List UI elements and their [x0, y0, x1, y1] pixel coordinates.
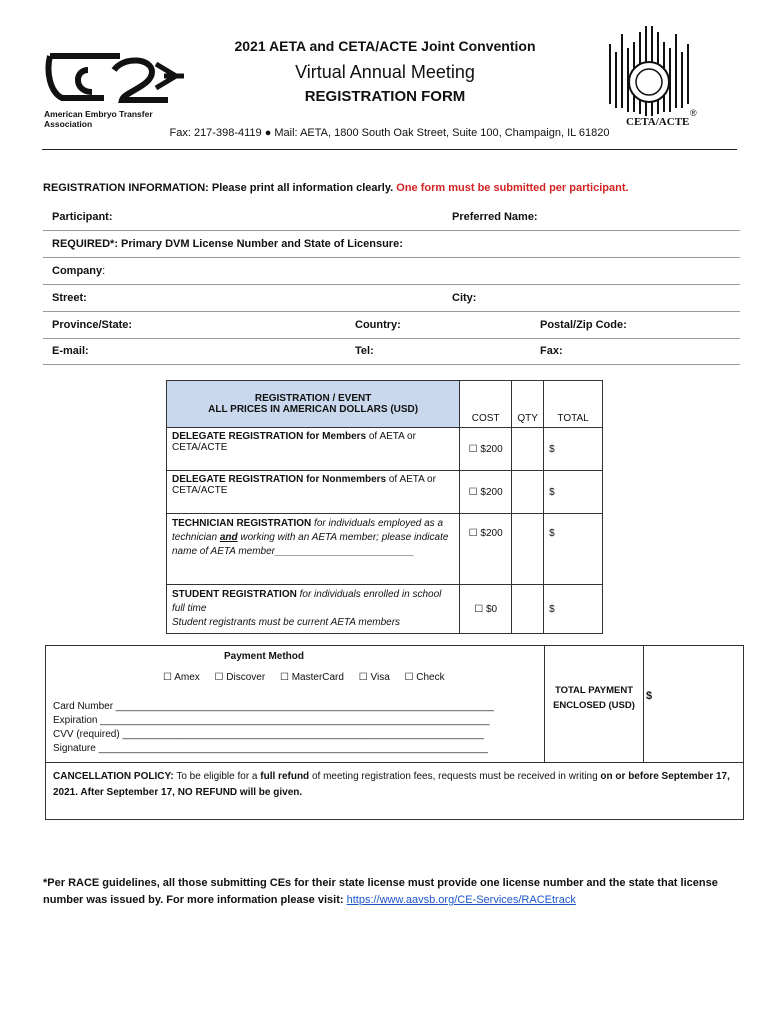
- expiration-field[interactable]: Expiration ______________________________________________________________________: [53, 715, 490, 726]
- total-payment-field[interactable]: $: [646, 690, 653, 702]
- table-row: [167, 585, 603, 634]
- event-desc: of AETA or CETA/ACTE: [172, 474, 436, 496]
- cost-checkbox[interactable]: ☐ $200: [460, 471, 512, 514]
- cancellation-policy: [53, 769, 733, 801]
- qty-header: QTY: [512, 381, 544, 428]
- country-label[interactable]: Country:: [355, 319, 401, 331]
- event-cell: [167, 471, 460, 514]
- payment-method-title: Payment Method: [224, 651, 305, 662]
- event-name: STUDENT REGISTRATION: [172, 589, 297, 600]
- field-divider: [43, 311, 740, 312]
- form-title: REGISTRATION FORM: [304, 88, 466, 105]
- event-cell: [167, 428, 460, 471]
- total-cell[interactable]: $: [544, 428, 603, 471]
- mastercard-checkbox[interactable]: ☐ MasterCard: [279, 672, 344, 683]
- qty-cell[interactable]: [512, 514, 544, 585]
- postal-label[interactable]: Postal/Zip Code:: [540, 319, 627, 331]
- cost-checkbox[interactable]: ☐ $0: [460, 585, 512, 634]
- company-text: Company: [52, 265, 103, 277]
- event-desc: for individuals enrolled in school full time: [172, 589, 442, 614]
- aeta-logo-mark: [44, 52, 190, 104]
- signature-field[interactable]: Signature ______________________________________________________________________: [53, 743, 488, 754]
- field-divider: [43, 338, 740, 339]
- qty-cell[interactable]: [512, 428, 544, 471]
- aeta-logo: [44, 52, 190, 129]
- race-note: [43, 875, 733, 909]
- event-header-line2: ALL PRICES IN AMERICAN DOLLARS (USD): [208, 404, 419, 415]
- cost-checkbox[interactable]: ☐ $200: [460, 428, 512, 471]
- company-label[interactable]: [52, 265, 105, 277]
- event-name: TECHNICIAN REGISTRATION: [172, 518, 312, 529]
- registration-info-label: REGISTRATION INFORMATION: Please print all information clearly.: [43, 182, 394, 194]
- event-desc: of AETA or CETA/ACTE: [172, 431, 416, 453]
- event-header: [167, 381, 460, 428]
- maple-leaf-icon: [598, 24, 698, 116]
- racetrack-link[interactable]: https://www.aavsb.org/CE-Services/RACEtrack: [346, 894, 576, 906]
- table-row: [167, 471, 603, 514]
- ceta-logo: [598, 24, 702, 130]
- payment-box: [45, 645, 744, 820]
- cancellation-label: CANCELLATION POLICY:: [53, 771, 174, 782]
- card-number-field[interactable]: Card Number ____________________________________________________________________: [53, 701, 494, 712]
- page-title: Virtual Annual Meeting: [295, 62, 475, 82]
- field-divider: [43, 230, 740, 231]
- qty-cell[interactable]: [512, 471, 544, 514]
- total-cell[interactable]: $: [544, 514, 603, 585]
- event-cell: [167, 514, 460, 585]
- header-divider: [42, 149, 737, 150]
- race-text: *Per RACE guidelines, all those submitting CEs for their state license must provide one license number and the state that license number was issued by. For more information please visit:: [43, 877, 718, 906]
- full-refund-text: full refund: [260, 771, 310, 782]
- table-row: [167, 514, 603, 585]
- payment-bottom-divider: [46, 762, 743, 763]
- event-desc-and: and: [219, 532, 238, 543]
- field-divider: [43, 284, 740, 285]
- total-cell[interactable]: $: [544, 471, 603, 514]
- qty-cell[interactable]: [512, 585, 544, 634]
- event-name: DELEGATE REGISTRATION for Nonmembers: [172, 474, 387, 485]
- registration-info-note: One form must be submitted per participant.: [396, 182, 629, 194]
- visa-checkbox[interactable]: ☐ Visa: [358, 672, 390, 683]
- email-label[interactable]: E-mail:: [52, 345, 89, 357]
- table-row: [167, 428, 603, 471]
- fax-mail-line: Fax: 217-398-4119 ● Mail: AETA, 1800 South Oak Street, Suite 100, Champaign, IL 61820: [169, 127, 610, 139]
- field-divider: [43, 257, 740, 258]
- total-payment-label: [545, 683, 643, 713]
- fax-label[interactable]: Fax:: [540, 345, 563, 357]
- event-desc-cont: working with an AETA member; please indicate name of AETA member_________________________: [172, 532, 449, 557]
- payment-methods: [163, 672, 445, 683]
- city-label[interactable]: City:: [452, 292, 477, 304]
- province-label[interactable]: Province/State:: [52, 319, 133, 331]
- event-header-line1: REGISTRATION / EVENT: [254, 393, 372, 404]
- total-cell[interactable]: $: [544, 585, 603, 634]
- preferred-name-label[interactable]: Preferred Name:: [452, 211, 538, 223]
- event-name: DELEGATE REGISTRATION for Members: [172, 431, 367, 442]
- event-desc: for individuals employed as a technician: [172, 518, 444, 543]
- cost-checkbox[interactable]: ☐ $200: [460, 514, 512, 585]
- company-colon: :: [102, 265, 106, 277]
- discover-checkbox[interactable]: ☐ Discover: [214, 672, 266, 683]
- cost-header: COST: [460, 381, 512, 428]
- registration-info: [43, 182, 629, 194]
- registration-table: [166, 380, 603, 634]
- total-header: TOTAL: [544, 381, 603, 428]
- payment-divider: [643, 646, 644, 762]
- field-divider: [43, 364, 740, 365]
- total-payment-line1: TOTAL PAYMENT: [554, 685, 634, 696]
- refund-deadline-text: on or before September 17, 2021. After September 17, NO REFUND will be given.: [53, 771, 730, 798]
- event-desc-cont: Student registrants must be current AETA members: [172, 617, 401, 628]
- ceta-logo-text: CETA/ACTE: [626, 116, 690, 128]
- cancellation-text: of meeting registration fees, requests must be received in writing: [309, 771, 601, 782]
- aeta-logo-text: American Embryo Transfer Association: [44, 109, 153, 129]
- total-payment-line2: ENCLOSED (USD): [553, 700, 635, 711]
- amex-checkbox[interactable]: ☐ Amex: [163, 672, 200, 683]
- tel-label[interactable]: Tel:: [355, 345, 374, 357]
- license-label[interactable]: REQUIRED*: Primary DVM License Number and State of Licensure:: [52, 238, 403, 250]
- registered-mark: ®: [690, 108, 697, 118]
- participant-label[interactable]: Participant:: [52, 211, 113, 223]
- event-cell: [167, 585, 460, 634]
- cvv-field[interactable]: CVV (required) _________________________________________________________________: [53, 729, 484, 740]
- check-checkbox[interactable]: ☐ Check: [404, 672, 445, 683]
- street-label[interactable]: Street:: [52, 292, 87, 304]
- convention-title: 2021 AETA and CETA/ACTE Joint Convention: [234, 38, 536, 54]
- cancellation-text: To be eligible for a: [173, 771, 261, 782]
